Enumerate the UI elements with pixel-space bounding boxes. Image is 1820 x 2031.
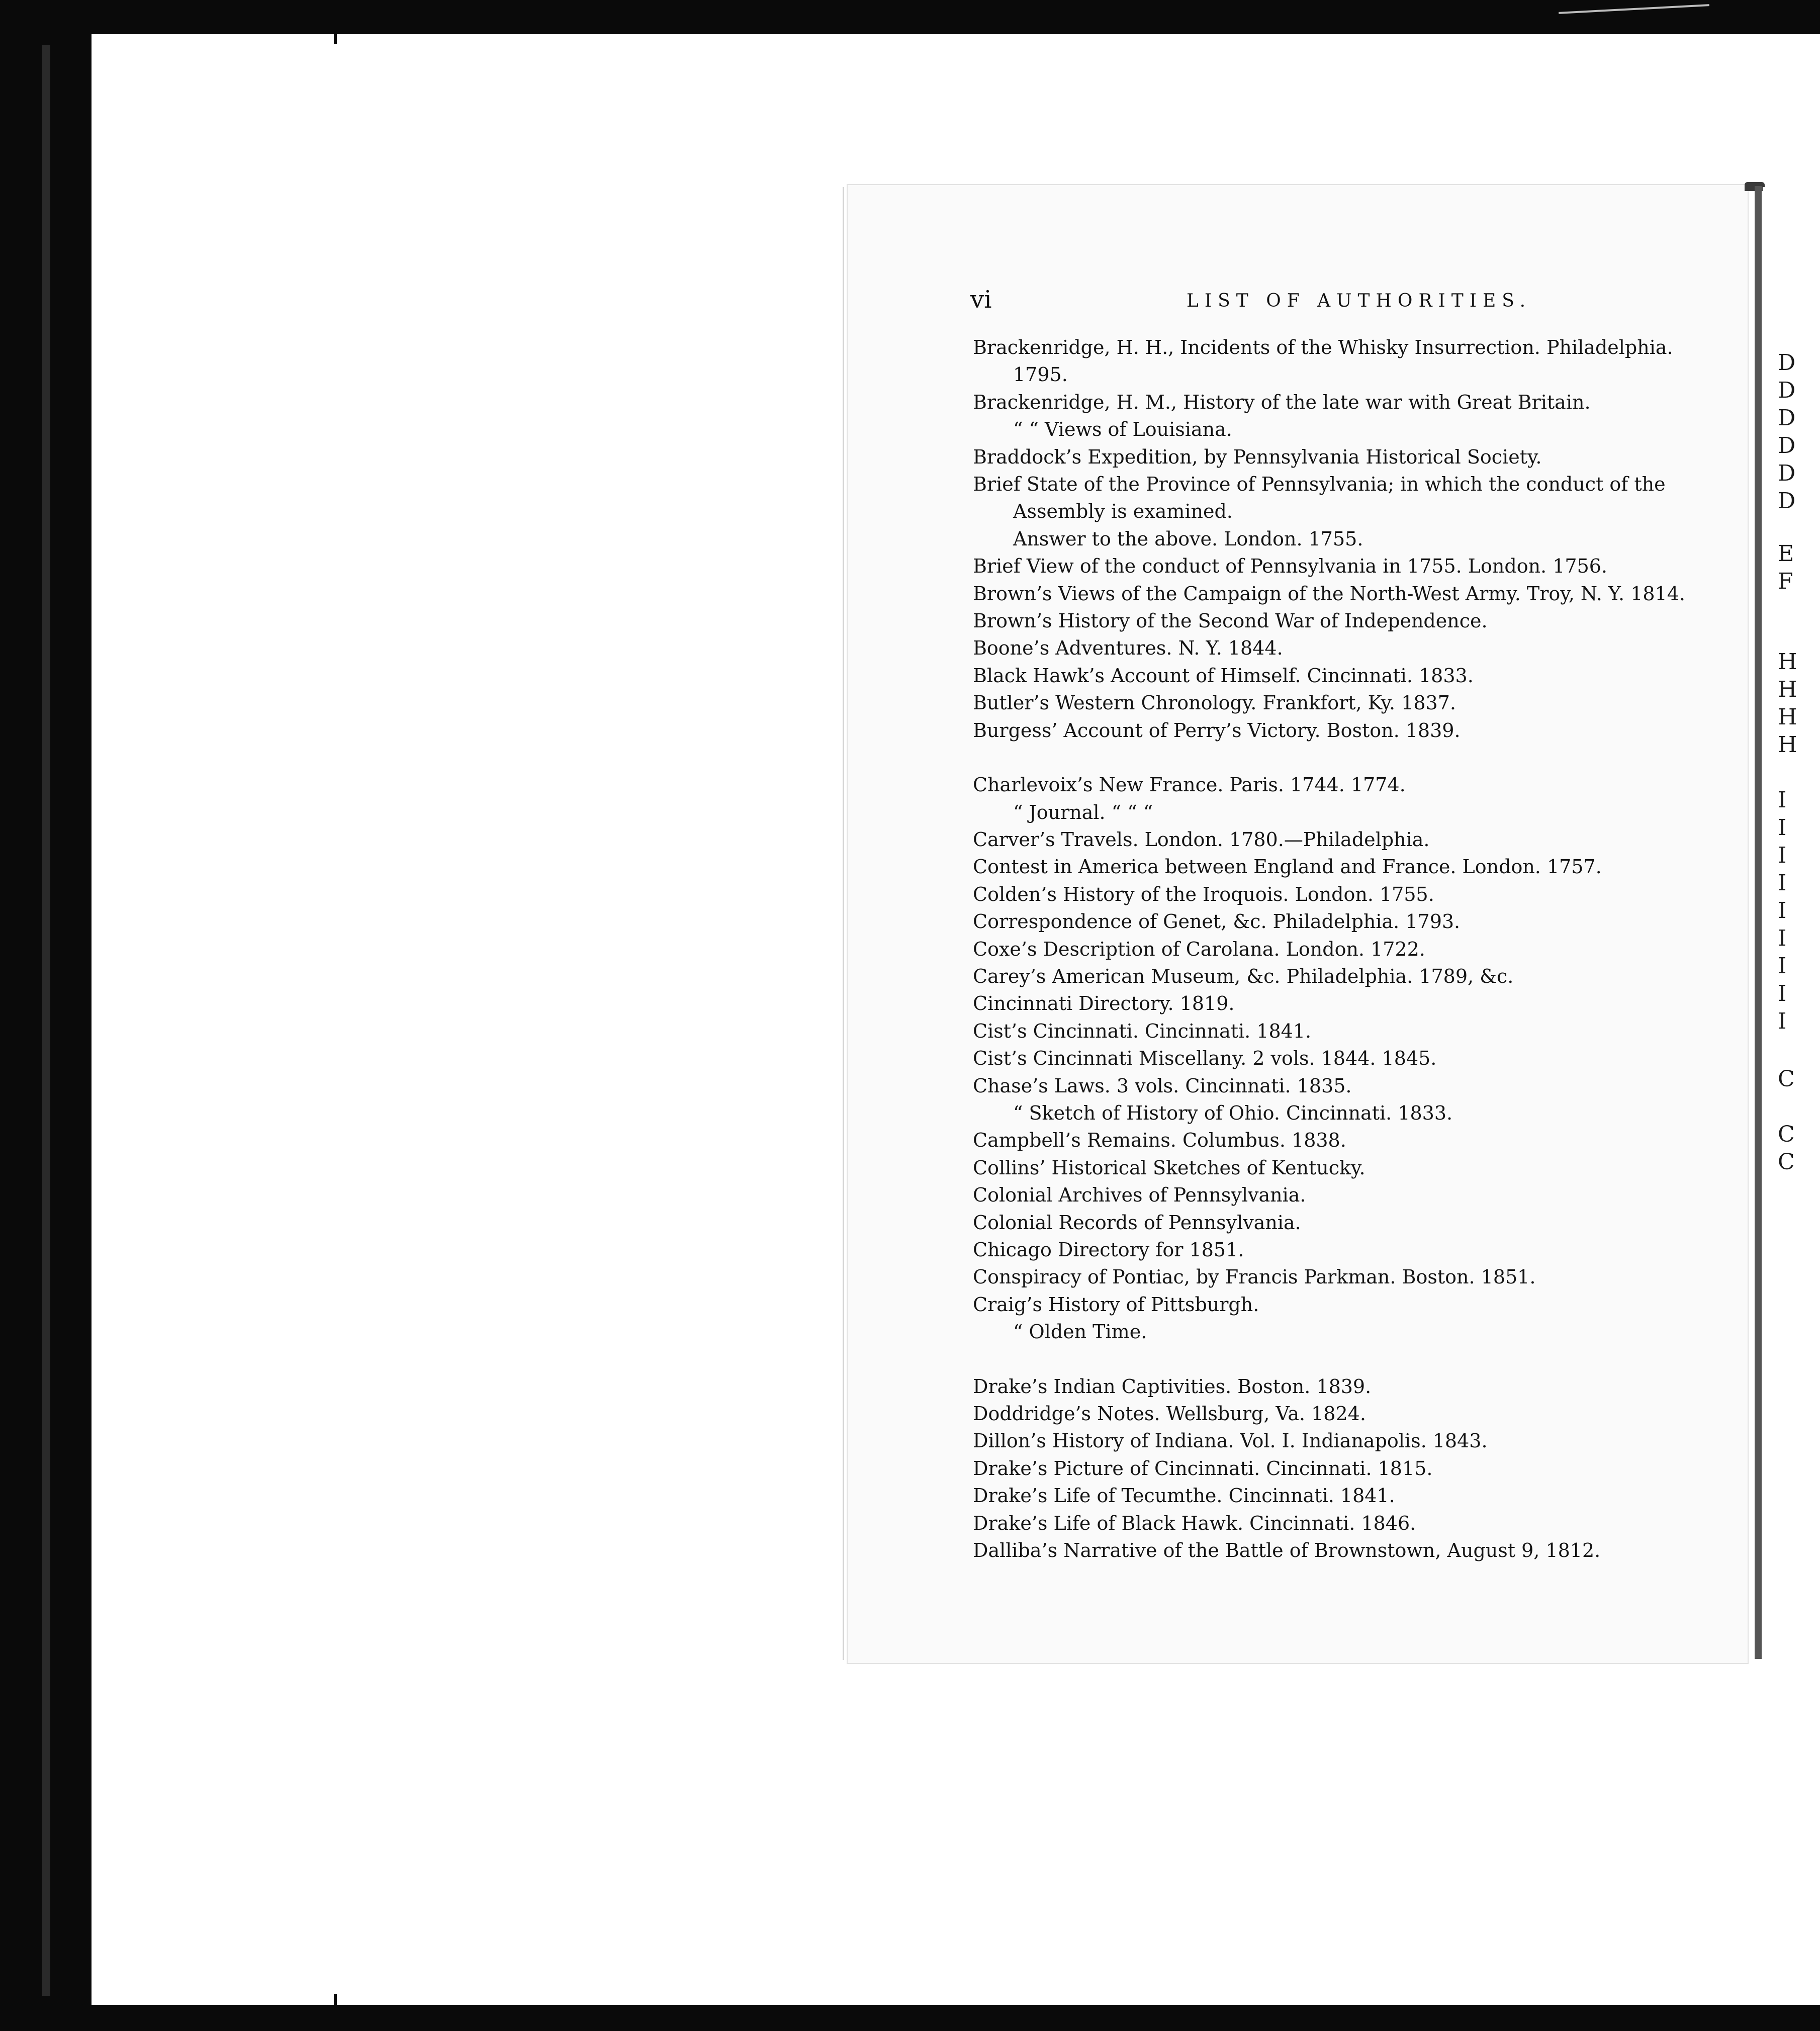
facing-page-letter: D: [1778, 350, 1796, 376]
facing-page-letter: I: [1778, 898, 1787, 924]
authority-entry: Correspondence of Genet, &c. Philadelphia. 1793.: [973, 910, 1461, 933]
authority-entry: Carver’s Travels. London. 1780.—Philadelphia.: [973, 828, 1430, 851]
section-gap: [973, 744, 1702, 771]
authority-entry: Cist’s Cincinnati Miscellany. 2 vols. 1844. 1845.: [973, 1047, 1437, 1070]
authority-entry: Butler’s Western Chronology. Frankfort, Ky. 1837.: [973, 692, 1456, 714]
authority-entry: Cist’s Cincinnati. Cincinnati. 1841.: [973, 1020, 1312, 1042]
authority-entry: Coxe’s Description of Carolana. London. 1722.: [973, 938, 1425, 960]
authority-entry: Chase’s Laws. 3 vols. Cincinnati. 1835.: [973, 1074, 1352, 1097]
facing-page-letter: I: [1778, 1008, 1787, 1034]
film-border-bottom: [0, 2005, 1820, 2031]
book-spine: [1755, 186, 1762, 1659]
authority-entry: Contest in America between England and France. London. 1757.: [973, 856, 1602, 878]
facing-page-letter: D: [1778, 378, 1796, 403]
authority-entry: Craig’s History of Pittsburgh.: [973, 1293, 1259, 1316]
authority-entry: Brown’s Views of the Campaign of the North-West Army. Troy, N. Y. 1814.: [973, 582, 1685, 605]
authority-entry: Campbell’s Remains. Columbus. 1838.: [973, 1129, 1346, 1152]
authority-entry: Dalliba’s Narrative of the Battle of Brownstown, August 9, 1812.: [973, 1539, 1601, 1562]
authority-entry: Charlevoix’s New France. Paris. 1744. 1774.: [973, 774, 1406, 796]
authority-entry: Dillon’s History of Indiana. Vol. I. Indianapolis. 1843.: [973, 1430, 1488, 1452]
facing-page-letter: I: [1778, 926, 1787, 951]
film-edge-strip: [42, 45, 50, 1996]
facing-page-letter: D: [1778, 460, 1796, 486]
facing-page-letter: H: [1778, 704, 1797, 730]
film-tick-mark: [334, 1994, 337, 2007]
facing-page-letter: I: [1778, 787, 1787, 813]
authority-entry: Braddock’s Expedition, by Pennsylvania Historical Society.: [973, 445, 1542, 468]
authority-entry: “ Olden Time.: [1013, 1321, 1147, 1343]
facing-page-letter: H: [1778, 732, 1797, 758]
authority-entry: Black Hawk’s Account of Himself. Cincinnati. 1833.: [973, 664, 1474, 687]
authority-entry: Brackenridge, H. H., Incidents of the Whisky Insurrection. Philadelphia. 1795.: [973, 336, 1673, 386]
authorities-list: [973, 334, 1702, 1564]
page-folio: vi: [970, 286, 992, 314]
running-head: LIST OF AUTHORITIES.: [1187, 291, 1532, 311]
authority-entry: Boone’s Adventures. N. Y. 1844.: [973, 637, 1283, 660]
facing-page-letter: F: [1778, 569, 1793, 594]
authority-entry: Doddridge’s Notes. Wellsburg, Va. 1824.: [973, 1403, 1366, 1425]
facing-page-letter: I: [1778, 870, 1787, 896]
authority-entry: Collins’ Historical Sketches of Kentucky.: [973, 1156, 1366, 1179]
section-gap: [973, 1346, 1702, 1373]
facing-page-letter: C: [1778, 1066, 1795, 1092]
facing-page-letter: I: [1778, 843, 1787, 868]
facing-page-letter: D: [1778, 433, 1796, 458]
authority-entry: Drake’s Picture of Cincinnati. Cincinnati. 1815.: [973, 1457, 1433, 1480]
authority-entry: Conspiracy of Pontiac, by Francis Parkman. Boston. 1851.: [973, 1266, 1536, 1288]
authority-entry: Chicago Directory for 1851.: [973, 1239, 1244, 1261]
facing-page-letter: I: [1778, 981, 1787, 1006]
authority-entry: Drake’s Life of Tecumthe. Cincinnati. 1841.: [973, 1485, 1395, 1507]
facing-page-letter: D: [1778, 488, 1796, 514]
authority-entry: Colden’s History of the Iroquois. London. 1755.: [973, 883, 1434, 905]
authority-entry: “ “ Views of Louisiana.: [1013, 418, 1232, 441]
facing-page-letter: H: [1778, 649, 1797, 675]
authority-entry: Brief View of the conduct of Pennsylvania in 1755. London. 1756.: [973, 555, 1607, 578]
facing-page-letter: I: [1778, 815, 1787, 841]
authority-entry: Answer to the above. London. 1755.: [1013, 527, 1363, 550]
authority-entry: “ Sketch of History of Ohio. Cincinnati. 1833.: [1013, 1101, 1453, 1124]
authority-entry: Drake’s Life of Black Hawk. Cincinnati. 1846.: [973, 1512, 1416, 1534]
facing-page-letter: D: [1778, 405, 1796, 431]
authority-entry: Colonial Records of Pennsylvania.: [973, 1211, 1301, 1234]
authority-entry: Carey’s American Museum, &c. Philadelphia. 1789, &c.: [973, 965, 1514, 987]
authority-entry: Cincinnati Directory. 1819.: [973, 992, 1235, 1015]
authority-entry: “ Journal. “ “ “: [1013, 801, 1153, 823]
authority-entry: Drake’s Indian Captivities. Boston. 1839.: [973, 1375, 1372, 1398]
facing-page-letter: C: [1778, 1149, 1795, 1175]
film-tick-mark: [334, 31, 337, 44]
authority-entry: Burgess’ Account of Perry’s Victory. Boston. 1839.: [973, 719, 1461, 742]
facing-page-letter: C: [1778, 1122, 1795, 1147]
page-edge-shadow: [843, 187, 844, 1660]
authority-entry: Brief State of the Province of Pennsylvania; in which the conduct of the Assembly is examined.: [973, 473, 1666, 523]
film-border-top: [0, 0, 1820, 34]
authority-entry: Colonial Archives of Pennsylvania.: [973, 1184, 1306, 1207]
authority-entry: Brown’s History of the Second War of Independence.: [973, 610, 1488, 632]
facing-page-letter: E: [1778, 541, 1794, 567]
facing-page-edge: [1763, 187, 1820, 1660]
facing-page-letter: I: [1778, 953, 1787, 979]
facing-page-letter: H: [1778, 677, 1797, 702]
authority-entry: Brackenridge, H. M., History of the late war with Great Britain.: [973, 391, 1591, 413]
